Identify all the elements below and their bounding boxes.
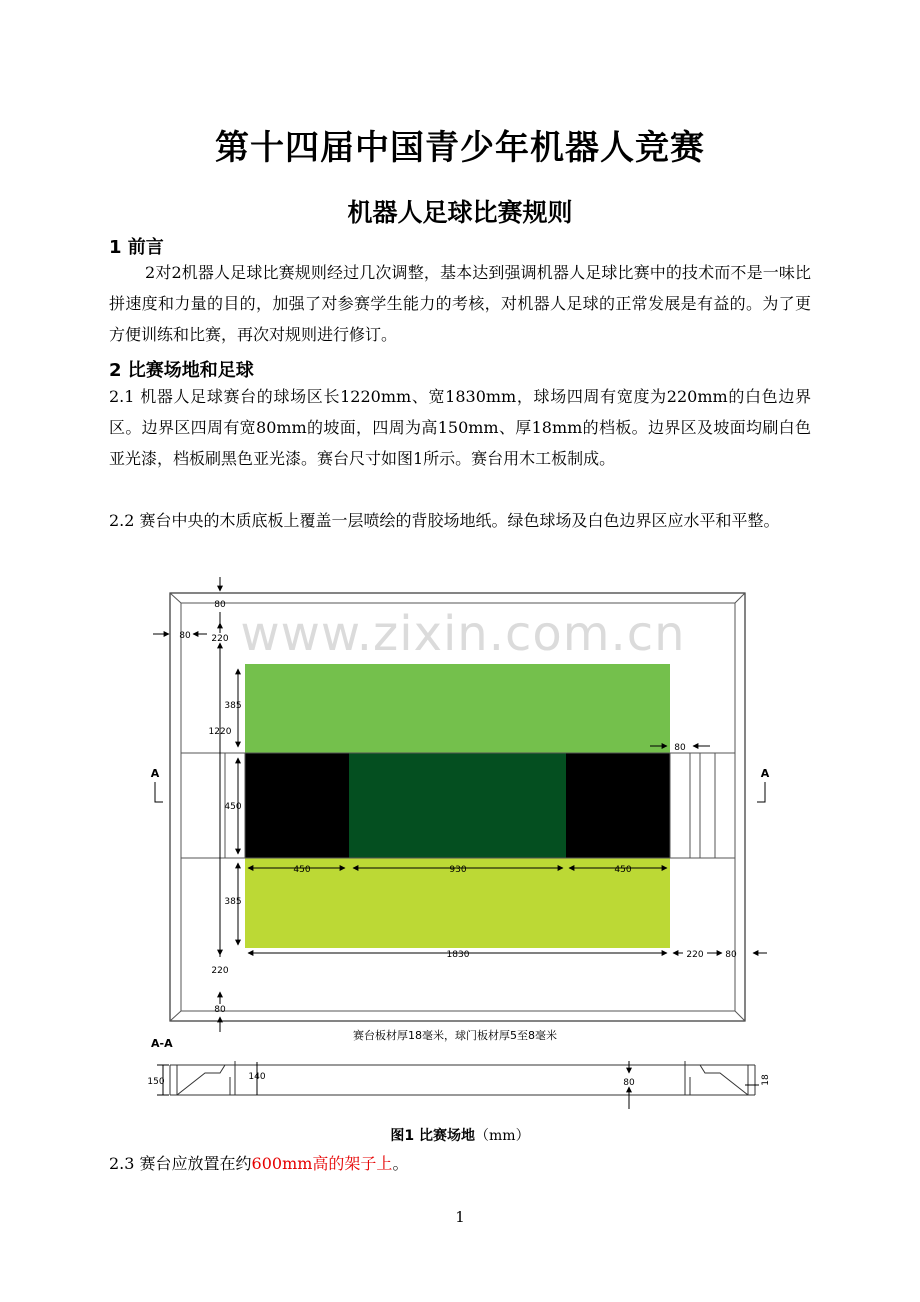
dim-length: 1220 [208, 727, 232, 737]
dim-goal-post: 80 [623, 1078, 635, 1088]
dim-inner-height: 140 [248, 1072, 266, 1082]
watermark: www.zixin.com.cn [240, 606, 686, 662]
dim-board-thickness: 18 [761, 1074, 771, 1086]
dim-bottom-zone: 385 [224, 897, 242, 907]
preface-paragraph: 2对2机器人足球比赛规则经过几次调整，基本达到强调机器人足球比赛中的技术而不是一味比拼速度和力量的目的，加强了对参赛学生能力的考核，对机器人足球的正常发展是有益的。为了更方便训练和比赛，再次对规则进行修订。 [109, 263, 811, 344]
page-title: 第十四届中国青少年机器人竞赛 [215, 128, 705, 168]
dim-top-zone: 385 [224, 701, 242, 711]
dim-left-slope: 80 [179, 631, 191, 641]
dim-right-goal-area: 450 [614, 865, 632, 875]
paragraph-2-3-prefix: 2.3 赛台应放置在约 [109, 1154, 252, 1173]
dim-center-area: 930 [449, 865, 467, 875]
section-marker-left: A [150, 767, 160, 780]
section-view-label: A-A [151, 1037, 173, 1050]
dim-bottom-border: 220 [211, 966, 229, 976]
dim-wall-height: 150 [147, 1077, 165, 1087]
page-number: 1 [455, 1208, 465, 1226]
dim-right-slope: 80 [725, 950, 737, 960]
figure-caption [0, 1125, 920, 1145]
dim-goal-width: 450 [224, 802, 242, 812]
paragraph-2-2: 2.2 赛台中央的木质底板上覆盖一层喷绘的背胶场地纸。绿色球场及白色边界区应水平和平整。 [109, 511, 780, 530]
paragraph-2-3-suffix: 。 [392, 1154, 409, 1173]
figure-caption-label: 图1 比赛场地 [390, 1128, 476, 1144]
left-goal-area [245, 753, 349, 858]
dim-goal-depth: 80 [674, 743, 686, 753]
dim-left-goal-area: 450 [293, 865, 311, 875]
section-heading-field: 2 比赛场地和足球 [109, 360, 254, 381]
page-subtitle: 机器人足球比赛规则 [347, 198, 573, 227]
paragraph-2-1: 2.1 机器人足球赛台的球场区长1220mm、宽1830mm，球场四周有宽度为220mm的白色边界区。边界区四周有宽80mm的坡面，四周为高150mm、厚18mm的档板。边界区及坡面均刷白色亚光漆，档板刷黑色亚光漆。赛台尺寸如图1所示。赛台用木工板制成。 [109, 387, 811, 468]
right-goal-area [566, 753, 670, 858]
dim-top-slope: 80 [214, 600, 226, 610]
section-heading-preface: 1 前言 [109, 237, 164, 258]
section-marker-right: A [760, 767, 770, 780]
dim-bottom-slope: 80 [214, 1005, 226, 1015]
paragraph-2-3-highlight: 600mm高的架子上 [251, 1154, 393, 1173]
paragraph-2-3 [109, 1148, 811, 1179]
dim-right-border: 220 [686, 950, 704, 960]
dim-width: 1830 [446, 950, 470, 960]
dim-top-border: 220 [211, 634, 229, 644]
figure-caption-unit: （mm） [475, 1128, 530, 1144]
top-zone [245, 664, 670, 753]
figure-note: 赛台板材厚18毫米，球门板材厚5至8毫米 [353, 1029, 557, 1042]
